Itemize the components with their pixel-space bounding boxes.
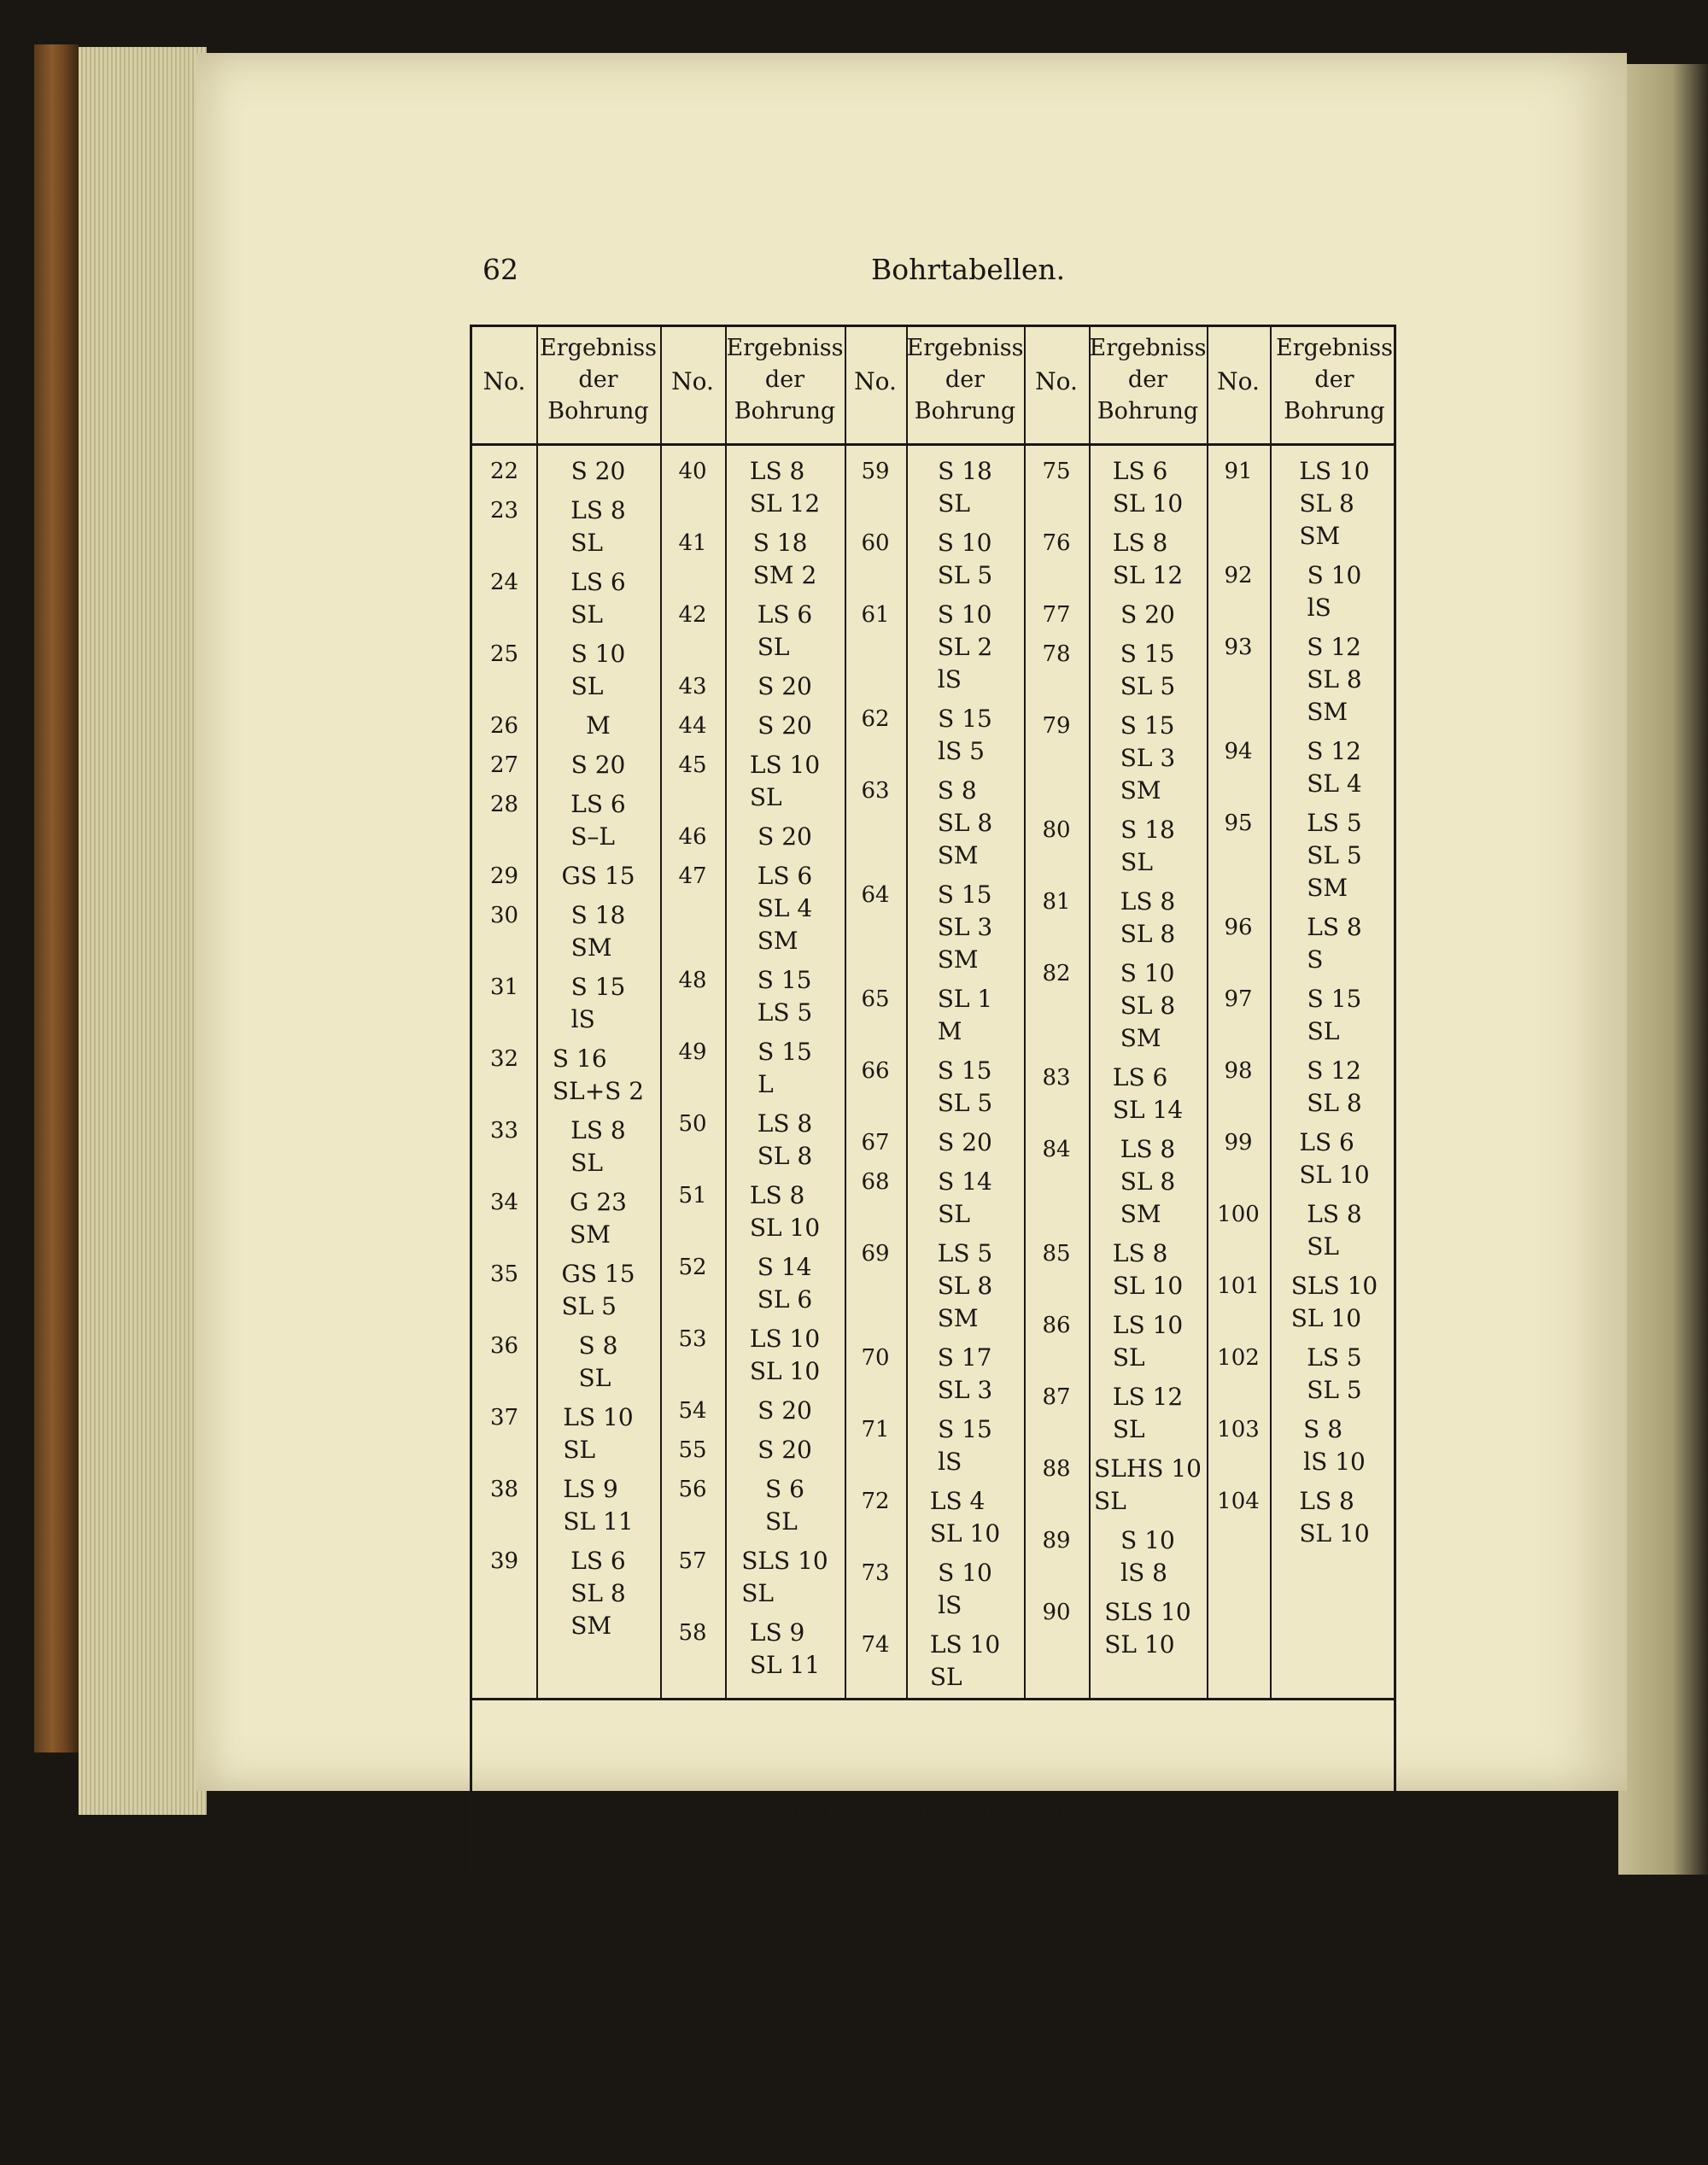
boring-number: 50 <box>678 1111 707 1137</box>
boring-result: LS 8 SL 8 <box>757 1109 813 1170</box>
boring-number: 25 <box>489 641 519 667</box>
boring-number: 77 <box>1042 602 1071 628</box>
boring-result: SLS 10 SL 10 <box>1104 1598 1191 1659</box>
boring-number: 41 <box>678 530 707 556</box>
boring-number: 94 <box>1224 739 1253 764</box>
boring-number: 48 <box>678 968 707 993</box>
boring-number: 33 <box>489 1118 519 1144</box>
boring-result: SLS 10 SL <box>741 1547 828 1607</box>
header-result: Ergebniss der Bohrung <box>1276 335 1393 424</box>
boring-result: GS 15 <box>561 862 635 890</box>
boring-result: LS 5 SL 5 <box>1307 1343 1362 1404</box>
boring-number: 64 <box>861 882 890 908</box>
boring-number: 89 <box>1042 1528 1071 1554</box>
boring-result: LS 10 SL <box>929 1630 1001 1691</box>
boring-result: LS 10 SL <box>749 751 821 811</box>
boring-number: 51 <box>678 1183 707 1208</box>
boring-number: 84 <box>1042 1137 1071 1162</box>
boring-number: 73 <box>861 1560 890 1586</box>
boring-result: LS 9 SL 11 <box>563 1475 634 1536</box>
boring-result: LS 8 SL 12 <box>1112 529 1184 589</box>
book-spine <box>34 44 79 1752</box>
boring-number: 96 <box>1224 915 1253 940</box>
boring-result: S 20 <box>757 672 812 700</box>
boring-number: 24 <box>489 570 519 595</box>
boring-number: 60 <box>861 530 890 556</box>
boring-number: 27 <box>489 752 519 778</box>
boring-number: 99 <box>1224 1130 1253 1156</box>
header-rule <box>472 443 1394 446</box>
boring-result: S 12 SL 8 SM <box>1307 633 1362 726</box>
header-no: No. <box>483 367 526 395</box>
boring-number: 53 <box>678 1326 707 1352</box>
boring-result: S 10 SL 8 SM <box>1120 959 1176 1052</box>
boring-result: LS 5 SL 8 SM <box>937 1239 993 1332</box>
boring-number: 86 <box>1042 1313 1071 1338</box>
boring-number: 103 <box>1217 1417 1260 1442</box>
boring-number: 69 <box>861 1241 890 1267</box>
boring-number: 62 <box>861 706 890 732</box>
boring-number: 72 <box>861 1489 890 1514</box>
boring-result: S 12 SL 8 <box>1307 1056 1362 1117</box>
boring-number: 29 <box>489 863 519 889</box>
boring-number: 82 <box>1042 961 1071 986</box>
boring-number: 35 <box>489 1261 519 1287</box>
boring-number: 67 <box>861 1130 890 1156</box>
boring-result: LS 6 SL 10 <box>1299 1128 1370 1189</box>
boring-number: 101 <box>1217 1273 1260 1299</box>
boring-result: LS 10 SL 8 SM <box>1299 457 1370 550</box>
boring-number: 40 <box>678 459 707 484</box>
boring-result: LS 8 SL 10 <box>1112 1239 1184 1300</box>
drilling-table <box>470 325 1396 1875</box>
boring-number: 32 <box>489 1046 519 1072</box>
boring-result: S 10 lS <box>1307 561 1362 622</box>
header-no: No. <box>1217 367 1260 395</box>
boring-number: 28 <box>489 792 519 817</box>
boring-result: LS 8 SL 12 <box>749 457 821 518</box>
header-no: No. <box>671 367 714 395</box>
boring-result: LS 6 SL 10 <box>1112 457 1184 518</box>
boring-result: S 10 SL 2 lS <box>937 600 993 693</box>
boring-result: S 10 SL <box>570 640 626 700</box>
page-number: 62 <box>483 253 518 286</box>
boring-result: SLS 10 SL 10 <box>1290 1272 1378 1332</box>
boring-number: 55 <box>678 1437 707 1463</box>
boring-result: S 15 LS 5 <box>757 966 813 1027</box>
boring-number: 71 <box>861 1417 890 1442</box>
boring-result: S 15 SL 3 SM <box>937 881 993 974</box>
boring-number: 92 <box>1224 563 1253 588</box>
boring-result: S 12 SL 4 <box>1307 737 1362 798</box>
boring-result: S 10 lS 8 <box>1120 1526 1175 1587</box>
page-edges <box>79 47 207 1815</box>
boring-number: 68 <box>861 1169 890 1195</box>
boring-number: 45 <box>678 752 707 778</box>
boring-result: LS 8 SL <box>570 496 626 557</box>
boring-number: 39 <box>489 1548 519 1574</box>
boring-number: 95 <box>1224 810 1253 836</box>
boring-result: LS 6 SL 8 SM <box>570 1547 626 1640</box>
boring-result: S 20 <box>570 751 626 779</box>
boring-number: 37 <box>489 1405 519 1431</box>
boring-number: 79 <box>1042 713 1071 739</box>
boring-number: 42 <box>678 602 707 628</box>
boring-number: 38 <box>489 1477 519 1502</box>
boring-result: S 10 lS <box>938 1559 992 1619</box>
boring-number: 36 <box>489 1333 519 1359</box>
column-rule <box>1270 327 1272 1698</box>
boring-result: LS 8 SL 10 <box>749 1181 821 1242</box>
boring-result: LS 6 SL 14 <box>1112 1063 1184 1124</box>
boring-number: 87 <box>1042 1384 1071 1410</box>
boring-number: 57 <box>678 1548 707 1574</box>
boring-number: 65 <box>861 986 890 1012</box>
boring-number: 47 <box>678 863 707 889</box>
boring-number: 22 <box>489 459 519 484</box>
boring-number: 97 <box>1224 986 1253 1012</box>
column-rule <box>1207 327 1208 1698</box>
boring-result: S 15 lS <box>938 1415 992 1476</box>
column-rule <box>536 327 538 1698</box>
boring-result: S 6 SL <box>765 1475 804 1536</box>
boring-result: S 8 SL <box>578 1331 618 1392</box>
boring-number: 44 <box>678 713 707 739</box>
boring-result: S 16 SL+S 2 <box>552 1044 645 1105</box>
header-result: Ergebniss der Bohrung <box>906 335 1024 424</box>
boring-result: LS 10 SL 10 <box>749 1325 821 1385</box>
boring-result: LS 10 SL <box>563 1403 634 1464</box>
boring-result: LS 8 S <box>1307 913 1362 974</box>
boring-result: S 15 SL 5 <box>1120 640 1176 700</box>
boring-result: S 15 lS <box>570 973 626 1033</box>
boring-number: 23 <box>489 498 519 524</box>
footer-rule <box>472 1698 1394 1700</box>
boring-result: S 18 SL <box>938 457 992 518</box>
boring-result: S 15 SL <box>1307 985 1362 1045</box>
boring-result: LS 8 SL 8 SM <box>1120 1135 1176 1228</box>
boring-result: SLHS 10 SL <box>1094 1454 1202 1515</box>
boring-number: 46 <box>678 824 707 850</box>
boring-result: S 20 <box>1120 600 1175 629</box>
column-rule <box>845 327 846 1698</box>
boring-result: S 15 lS 5 <box>938 705 992 765</box>
boring-result: LS 12 SL <box>1112 1383 1184 1443</box>
boring-result: S 20 <box>757 1436 812 1464</box>
boring-result: LS 8 SL <box>1307 1200 1362 1261</box>
boring-result: S 20 <box>757 1396 812 1425</box>
boring-result: S 8 lS 10 <box>1303 1415 1366 1476</box>
boring-result: LS 5 SL 5 SM <box>1307 809 1362 902</box>
column-rule <box>1089 327 1091 1698</box>
boring-result: S 15 L <box>757 1038 812 1098</box>
boring-number: 58 <box>678 1620 707 1646</box>
boring-number: 49 <box>678 1039 707 1065</box>
column-rule <box>660 327 662 1698</box>
column-rule <box>725 327 727 1698</box>
boring-result: LS 6 SL 4 SM <box>757 862 813 955</box>
boring-result: LS 6 SL <box>757 600 813 661</box>
header-no: No. <box>854 367 897 395</box>
boring-result: LS 6 SL <box>570 568 626 629</box>
boring-result: LS 8 SL 8 <box>1120 887 1176 948</box>
header-no: No. <box>1035 367 1078 395</box>
boring-number: 78 <box>1042 641 1071 667</box>
boring-number: 104 <box>1217 1489 1260 1514</box>
boring-result: S 17 SL 3 <box>937 1343 993 1404</box>
boring-number: 98 <box>1224 1058 1253 1084</box>
boring-result: G 23 SM <box>570 1188 627 1249</box>
printer-imprint: A. W. Schade's Buchdruckerei (L. Schade) in Berlin, <box>684 1800 1182 1821</box>
page-title: Bohrtabellen. <box>871 253 1066 286</box>
boring-result: GS 15 SL 5 <box>561 1260 635 1320</box>
facing-page-edge <box>1618 64 1708 1875</box>
column-rule <box>906 327 908 1698</box>
boring-result: S 20 <box>757 711 812 740</box>
boring-number: 56 <box>678 1477 707 1502</box>
boring-result: S 10 SL 5 <box>937 529 993 589</box>
boring-result: LS 8 SL 10 <box>1299 1487 1370 1548</box>
header-result: Ergebniss der Bohrung <box>1089 335 1207 424</box>
boring-result: S 20 <box>938 1128 992 1156</box>
boring-result: LS 4 SL 10 <box>929 1487 1001 1548</box>
boring-number: 59 <box>861 459 890 484</box>
boring-number: 30 <box>489 903 519 928</box>
boring-result: M <box>586 711 611 740</box>
boring-result: LS 10 SL <box>1112 1311 1184 1372</box>
boring-result: LS 9 SL 11 <box>749 1618 821 1679</box>
boring-number: 63 <box>861 778 890 804</box>
boring-number: 31 <box>489 974 519 1000</box>
boring-result: S 20 <box>757 822 812 851</box>
boring-number: 81 <box>1042 889 1071 915</box>
boring-number: 85 <box>1042 1241 1071 1267</box>
boring-number: 91 <box>1224 459 1253 484</box>
boring-number: 54 <box>678 1398 707 1424</box>
boring-number: 61 <box>861 602 890 628</box>
column-rule <box>1024 327 1026 1698</box>
boring-result: S 18 SL <box>1120 816 1175 876</box>
boring-number: 76 <box>1042 530 1071 556</box>
boring-number: 100 <box>1217 1202 1260 1227</box>
boring-result: S 18 SM <box>570 901 626 962</box>
printer-address: Stallschreiberstr. 45/46. <box>840 1830 1026 1846</box>
boring-number: 83 <box>1042 1065 1071 1091</box>
boring-result: SL 1 M <box>937 985 993 1045</box>
boring-result: LS 8 SL <box>570 1116 626 1177</box>
boring-result: S 15 SL 3 SM <box>1120 711 1176 805</box>
boring-number: 34 <box>489 1190 519 1215</box>
boring-number: 26 <box>489 713 519 739</box>
header-result: Ergebniss der Bohrung <box>726 335 844 424</box>
boring-number: 80 <box>1042 817 1071 843</box>
boring-result: S 18 SM 2 <box>752 529 817 589</box>
boring-number: 90 <box>1042 1600 1071 1625</box>
boring-result: S 20 <box>570 457 626 485</box>
boring-result: S 14 SL 6 <box>757 1253 813 1314</box>
boring-number: 93 <box>1224 635 1253 660</box>
boring-result: S 14 SL <box>938 1167 992 1228</box>
boring-number: 52 <box>678 1255 707 1280</box>
header-result: Ergebniss der Bohrung <box>540 335 657 424</box>
boring-number: 88 <box>1042 1456 1071 1482</box>
boring-result: S 8 SL 8 SM <box>937 776 993 869</box>
boring-number: 75 <box>1042 459 1071 484</box>
boring-number: 43 <box>678 674 707 699</box>
boring-number: 66 <box>861 1058 890 1084</box>
boring-result: LS 6 S–L <box>570 790 626 851</box>
boring-result: S 15 SL 5 <box>937 1056 993 1117</box>
boring-number: 102 <box>1217 1345 1260 1371</box>
boring-number: 70 <box>861 1345 890 1371</box>
boring-number: 74 <box>861 1632 890 1658</box>
